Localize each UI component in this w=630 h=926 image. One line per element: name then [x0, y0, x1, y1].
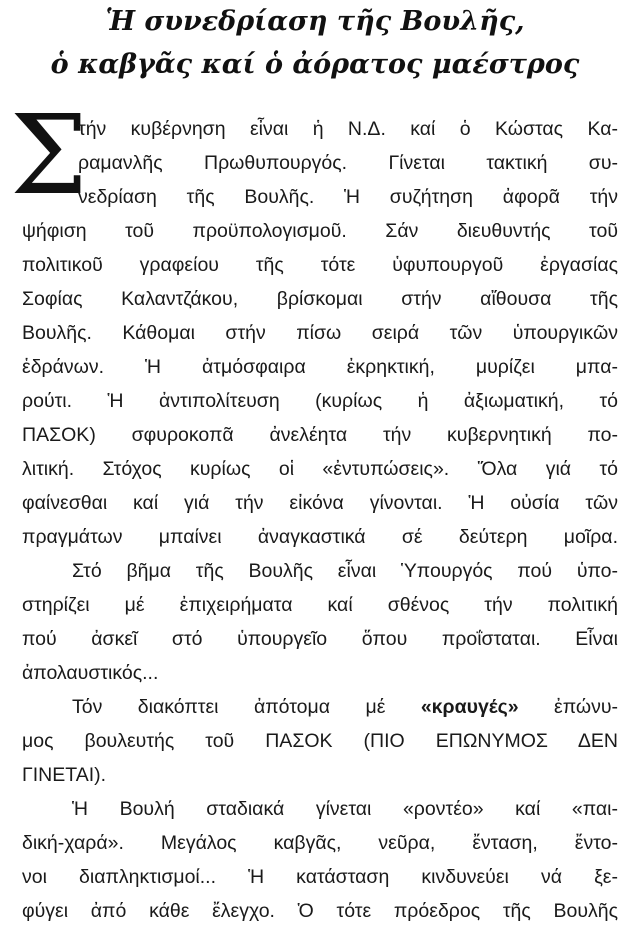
article-title-line-2: ὁ καβγᾶς καί ὁ ἀόρατος μαέστρος: [50, 49, 580, 80]
body-line: πού ἀσκεῖ στό ὑπουργεῖο ὅπου προΐσταται. Εἶναι: [22, 628, 618, 650]
body-line: Βουλῆς. Κάθομαι στήν πίσω σειρά τῶν ὑπουργικῶν: [22, 322, 618, 344]
body-line: φαίνεσθαι καί γιά τήν εἰκόνα γίνονται. Ἡ οὐσία τῶν: [22, 492, 618, 514]
body-line: λιτική. Στόχος κυρίως οἱ «ἐντυπώσεις». Ὅλα γιά τό: [22, 458, 618, 480]
body-line: μος βουλευτής τοῦ ΠΑΣΟΚ (ΠΙΟ ΕΠΩΝΥΜΟΣ ΔΕΝ: [22, 730, 618, 752]
body-text: ἐπώνυ-: [518, 696, 619, 718]
body-line: ἑδράνων. Ἡ ἀτμόσφαιρα ἐκρηκτική, μυρίζει μπα-: [22, 356, 618, 378]
body-line-with-bold: [72, 692, 618, 722]
drop-cap: Σ: [10, 91, 88, 219]
body-line: ρούτι. Ἡ ἀντιπολίτευση (κυρίως ἡ ἀξιωματική, τό: [22, 390, 618, 412]
body-line: τήν κυβέρνηση εἶναι ἡ Ν.Δ. καί ὁ Κώστας Κα-: [78, 118, 618, 140]
body-line: ψήφιση τοῦ προϋπολογισμοῦ. Σάν διευθυντής τοῦ: [22, 220, 618, 242]
body-line: Ἡ Βουλή σταδιακά γίνεται «ροντέο» καί «παι-: [72, 798, 618, 820]
article-title-line-1: Ἡ συνεδρίαση τῆς Βουλῆς,: [105, 6, 525, 37]
body-line: πολιτικοῦ γραφείου τῆς τότε ὑφυπουργοῦ ἐργασίας: [22, 254, 618, 276]
body-line: Σοφίας Καλαντζάκου, βρίσκομαι στήν αἴθουσα τῆς: [22, 288, 618, 310]
body-line: νεδρίαση τῆς Βουλῆς. Ἡ συζήτηση ἀφορᾶ τήν: [78, 186, 618, 208]
body-line: ΠΑΣΟΚ) σφυροκοπᾶ ἀνελέητα τήν κυβερνητική πο-: [22, 424, 618, 446]
body-line: ραμανλῆς Πρωθυπουργός. Γίνεται τακτική συ-: [78, 152, 618, 174]
body-line: δική-χαρά». Μεγάλος καβγᾶς, νεῦρα, ἔνταση, ἔντο-: [22, 832, 618, 854]
body-line: ἀπολαυστικός...: [22, 662, 159, 684]
body-line: ΓΙΝΕΤΑΙ).: [22, 764, 107, 786]
body-line: πραγμάτων μπαίνει ἀναγκαστικά σέ δεύτερη μοῖρα.: [22, 526, 618, 548]
body-line: νοι διαπληκτισμοί... Ἡ κατάσταση κινδυνεύει νά ξε-: [22, 866, 618, 888]
body-line: στηρίζει μέ ἐπιχειρήματα καί σθένος τήν πολιτική: [22, 594, 618, 616]
body-line: Στό βῆμα τῆς Βουλῆς εἶναι Ὑπουργός πού ὑπο-: [72, 560, 618, 582]
body-text: Τόν διακόπτει ἀπότομα μέ: [72, 696, 421, 718]
body-line: φύγει ἀπό κάθε ἔλεγχο. Ὁ τότε πρόεδρος τῆς Βουλῆς: [22, 900, 618, 922]
bold-text: «κραυγές»: [420, 696, 519, 718]
